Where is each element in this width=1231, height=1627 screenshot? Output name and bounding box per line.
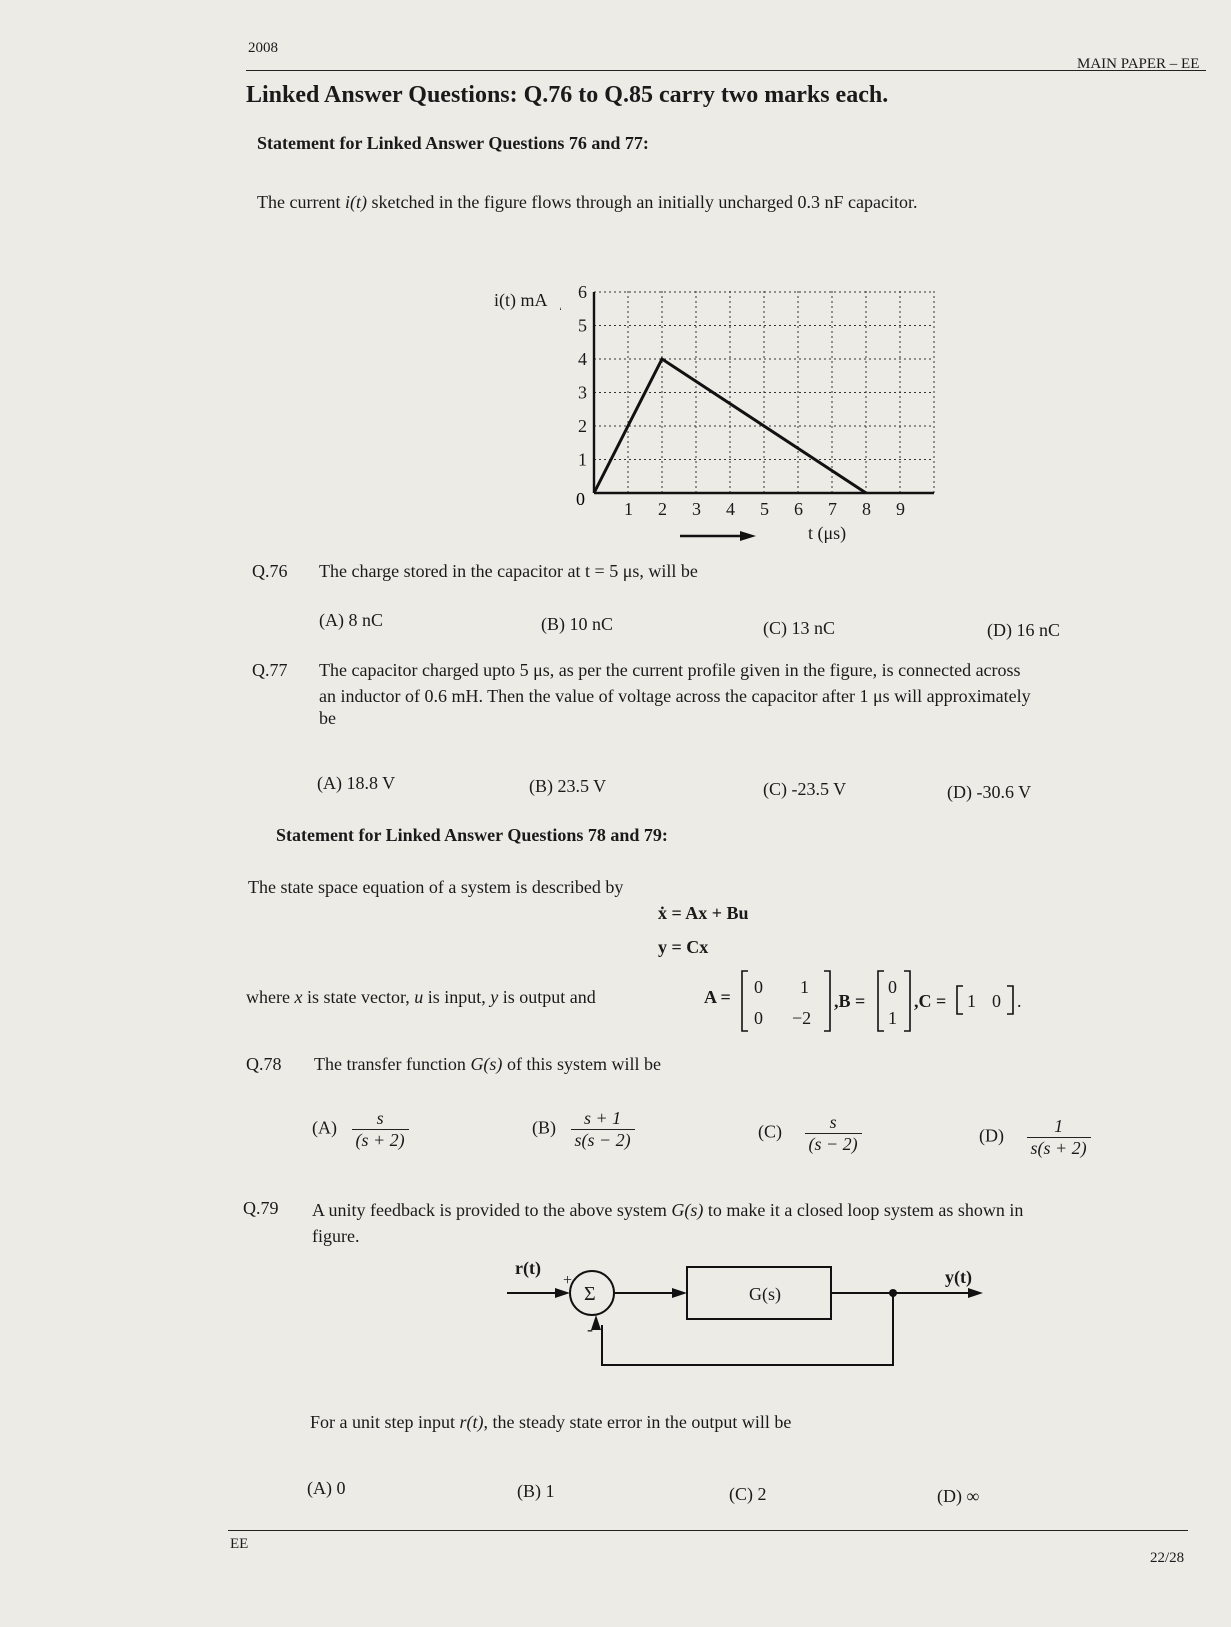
q78-option-d: (D) $\frac{1}{s(s + 2)}$ — [979, 1116, 1091, 1159]
minus-sign: - — [587, 1319, 593, 1339]
q76-option-b: (B) 10 nC — [541, 614, 613, 634]
q78-d-denominator: s(s + 2) — [1030, 1138, 1087, 1158]
matrix-period: . — [1017, 991, 1022, 1011]
matrix-c-right-bracket — [1007, 986, 1013, 1014]
q79-option-a: (A) 0 — [307, 1478, 346, 1498]
q77-text-line3: be — [319, 708, 336, 728]
system-matrices — [740, 968, 1090, 1034]
q77-text-line2: an inductor of 0.6 mH. Then the value of voltage across the capacitor after 1 μs will approximately — [319, 686, 1031, 706]
q78-c-denominator: (s − 2) — [808, 1134, 858, 1154]
x-arrow-head — [740, 531, 756, 541]
matrix-b-2: 1 — [888, 1008, 897, 1028]
q79-text-line1: A unity feedback is provided to the above system G(s) to make it a closed loop system as shown in — [312, 1200, 1024, 1220]
q78-b-numerator: s + 1 — [571, 1108, 635, 1130]
y-tick-1: 1 — [578, 449, 587, 470]
where-text: where x is state vector, u is input, y is output and — [246, 987, 596, 1007]
y-tick-6: 6 — [578, 282, 587, 302]
block-arrow-head — [672, 1288, 687, 1298]
q77-option-b: (B) 23.5 V — [529, 776, 607, 796]
matrix-a-left-bracket — [742, 971, 748, 1031]
y-arrow-head — [560, 294, 561, 310]
matrix-a-22: −2 — [792, 1008, 812, 1028]
footer-page: 22/28 — [1150, 1550, 1185, 1566]
q78-option-b: (B) $\frac{s + 1}{s(s - 2)}$ — [532, 1108, 635, 1151]
footer-code: EE — [230, 1536, 249, 1552]
matrix-b-1: 0 — [888, 977, 897, 997]
statement-78-79-text: The state space equation of a system is described by — [248, 877, 624, 897]
output-equation: y = Cx — [658, 937, 709, 957]
q79-subtext: For a unit step input r(t), the steady state error in the output will be — [310, 1412, 792, 1432]
footer-rule — [228, 1530, 1188, 1531]
q78-d-numerator: 1 — [1027, 1116, 1091, 1138]
sigma-symbol: Σ — [584, 1283, 596, 1305]
q78-c-numerator: s — [805, 1112, 862, 1134]
header-paper: MAIN PAPER – EE — [1077, 56, 1200, 72]
q78-text: The transfer function G(s) of this system will be — [314, 1054, 661, 1074]
q79-text-line2: figure. — [312, 1226, 360, 1246]
matrix-c-left-bracket — [957, 986, 963, 1014]
q76-option-c: (C) 13 nC — [763, 618, 835, 638]
header-year: 2008 — [248, 40, 278, 56]
y-tick-5: 5 — [578, 315, 587, 336]
block-label: G(s) — [749, 1284, 781, 1304]
y-tick-3: 3 — [578, 382, 587, 403]
output-label: y(t) — [945, 1267, 972, 1287]
q76-text: The charge stored in the capacitor at t = 5 μs, will be — [319, 561, 698, 581]
q77-option-d: (D) -30.6 V — [947, 782, 1032, 802]
matrix-b-label: ,B = — [834, 991, 866, 1011]
x-tick-5: 5 — [760, 499, 769, 519]
x-tick-6: 6 — [794, 499, 803, 519]
q77-text-line1: The capacitor charged upto 5 μs, as per the current profile given in the figure, is connected across — [319, 660, 1021, 680]
current-waveform-chart — [560, 260, 980, 550]
q76-option-a: (A) 8 nC — [319, 610, 383, 630]
matrix-b-right-bracket — [904, 971, 910, 1031]
q79-number: Q.79 — [243, 1198, 279, 1218]
matrix-c-2: 0 — [992, 991, 1001, 1011]
section-title: Linked Answer Questions: Q.76 to Q.85 carry two marks each. — [246, 82, 889, 108]
q77-option-c: (C) -23.5 V — [763, 779, 847, 799]
state-equation: ẋ = Ax + Bu — [658, 903, 749, 923]
input-arrow-head — [555, 1288, 570, 1298]
q78-option-c: (C) $\frac{s}{(s - 2)}$ — [758, 1112, 862, 1155]
q78-a-denominator: (s + 2) — [355, 1130, 405, 1150]
plus-sign: + — [563, 1272, 573, 1289]
closed-loop-block-diagram — [495, 1255, 995, 1385]
x-tick-7: 7 — [828, 499, 837, 519]
q79-option-c: (C) 2 — [729, 1484, 767, 1504]
q76-option-d: (D) 16 nC — [987, 620, 1060, 640]
statement-76-77-heading: Statement for Linked Answer Questions 76 and 77: — [257, 133, 649, 153]
q77-number: Q.77 — [252, 660, 288, 680]
statement-78-79-heading: Statement for Linked Answer Questions 78 and 79: — [276, 825, 668, 845]
x-tick-9: 9 — [896, 499, 905, 519]
q78-a-numerator: s — [352, 1108, 409, 1130]
takeoff-point — [889, 1289, 897, 1297]
matrix-a-right-bracket — [824, 971, 830, 1031]
matrix-a-label: A = — [704, 987, 731, 1007]
x-tick-2: 2 — [658, 499, 667, 519]
q79-option-d: (D) ∞ — [937, 1486, 980, 1506]
x-tick-3: 3 — [692, 499, 701, 519]
matrix-a-12: 1 — [800, 977, 809, 997]
matrix-c-1: 1 — [967, 991, 976, 1011]
y-tick-2: 2 — [578, 416, 587, 436]
chart-y-ticks — [578, 282, 587, 470]
matrix-a-11: 0 — [754, 977, 763, 997]
statement-76-77-text: The current i(t) sketched in the figure flows through an initially uncharged 0.3 nF capacitor. — [257, 192, 918, 212]
q79-option-b: (B) 1 — [517, 1481, 555, 1501]
input-label: r(t) — [515, 1258, 541, 1278]
x-tick-1: 1 — [624, 499, 633, 519]
q76-number: Q.76 — [252, 561, 288, 581]
output-arrow-head — [968, 1288, 983, 1298]
q78-b-denominator: s(s − 2) — [574, 1130, 631, 1150]
matrix-a-21: 0 — [754, 1008, 763, 1028]
x-tick-8: 8 — [862, 499, 871, 519]
x-tick-4: 4 — [726, 499, 735, 519]
q78-number: Q.78 — [246, 1054, 282, 1074]
matrix-c-label: ,C = — [914, 991, 947, 1011]
chart-origin-label: 0 — [576, 489, 585, 509]
header-rule — [246, 70, 1206, 71]
chart-x-ticks — [624, 499, 905, 519]
y-tick-4: 4 — [578, 349, 587, 369]
q77-option-a: (A) 18.8 V — [317, 773, 396, 793]
q78-option-a: (A) $\frac{s}{(s + 2)}$ — [312, 1108, 409, 1151]
matrix-b-left-bracket — [878, 971, 884, 1031]
feedback-path — [602, 1293, 893, 1365]
figure1-ylabel: i(t) mA — [494, 290, 548, 310]
figure1-xlabel: t (μs) — [808, 523, 847, 543]
